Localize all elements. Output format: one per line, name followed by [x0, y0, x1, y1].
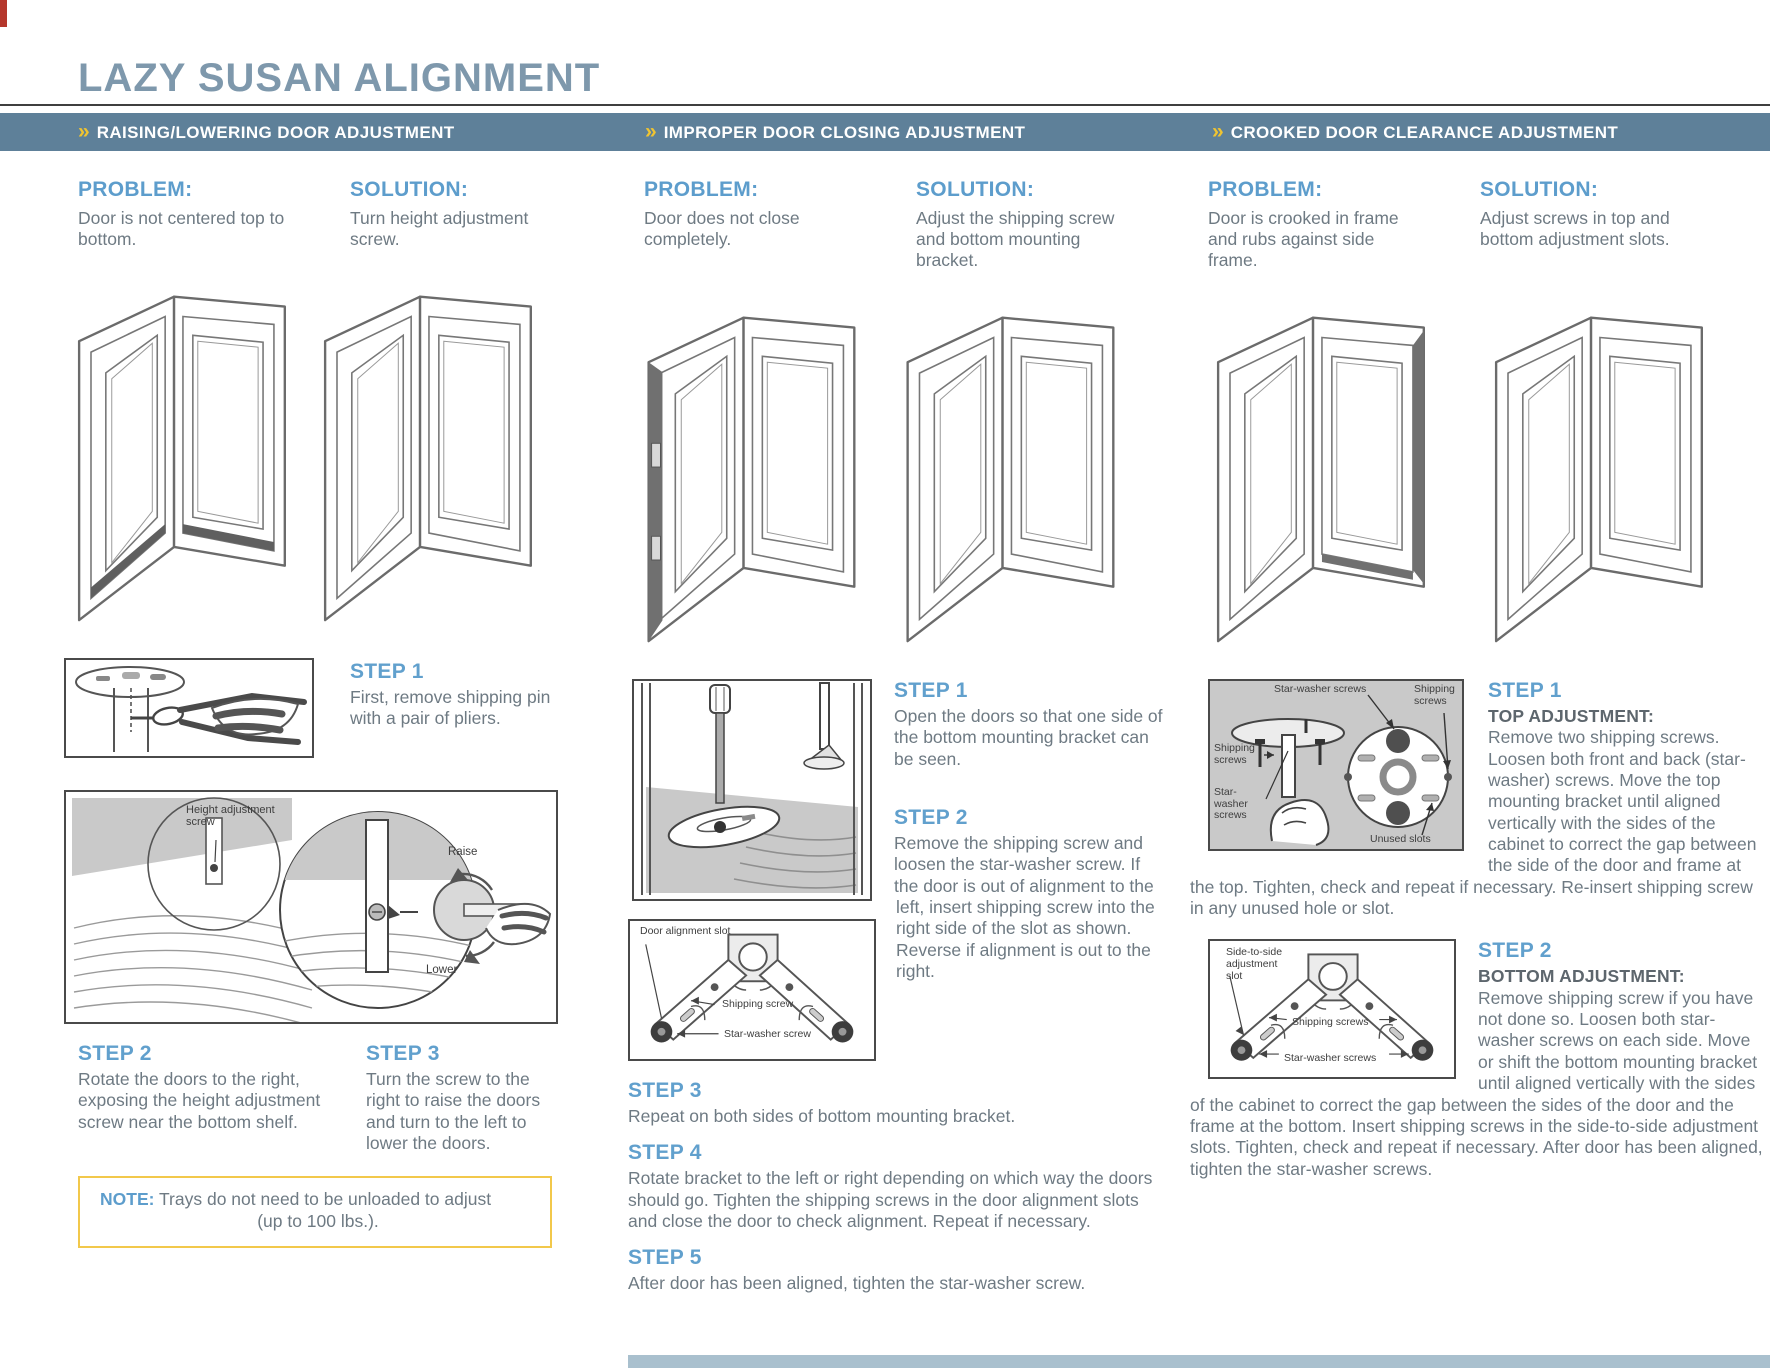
- section-header-raising: » RAISING/LOWERING DOOR ADJUSTMENT: [78, 120, 455, 143]
- title-rule: [0, 104, 1770, 106]
- step5-block: [628, 1246, 1166, 1294]
- figure-label-height-adjustment-screw: Height adjustment screw: [186, 804, 275, 829]
- solution-block: [916, 178, 1166, 271]
- step-heading: STEP 2: [78, 1042, 152, 1065]
- step1-block: [350, 658, 555, 758]
- door-illustrations: [1190, 293, 1764, 649]
- height-adjustment-figure: [64, 790, 558, 1024]
- solution-block: [350, 178, 560, 250]
- step-text: Remove the shipping screw and loosen the star-washer screw. If the door is out of alignment to the left, insert shipping screw into the right side of the slot as shown. Reverse if alignment is out to the right.: [894, 833, 1155, 982]
- door-illustrations: [60, 272, 560, 628]
- solution-heading: SOLUTION:: [350, 178, 469, 201]
- double-chevron-icon: »: [78, 120, 88, 143]
- screwdriver-art: [634, 681, 870, 899]
- page-corner-mark: [0, 0, 7, 27]
- problem-heading: PROBLEM:: [78, 178, 193, 201]
- figure-label-shipping-screws-right: Shipping screws: [1414, 683, 1455, 707]
- note-line2: (up to 100 lbs.).: [257, 1211, 379, 1232]
- column-raising-lowering: [60, 166, 560, 1248]
- problem-text: Door does not close completely.: [644, 208, 800, 249]
- problem-solution-row: [1190, 178, 1764, 271]
- figure-label-shipping-screws-left: Shipping screws: [1214, 742, 1255, 766]
- door-figure-problem-crooked: [1194, 293, 1442, 649]
- note-box: [78, 1176, 552, 1248]
- figure-label-star-washer-screws: Star-washer screws: [1284, 1052, 1377, 1065]
- solution-block: [1480, 178, 1764, 271]
- steps-raising: [60, 658, 560, 1248]
- columns: [60, 166, 1764, 1295]
- door-illustrations: [626, 293, 1166, 649]
- column-improper-closing: [626, 166, 1166, 1295]
- pliers-art: [66, 660, 312, 756]
- problem-solution-row: [626, 178, 1166, 271]
- step-text: Rotate the doors to the right, exposing the height adjustment screw near the bottom shelf.: [78, 1069, 321, 1132]
- step-bold-lead: TOP ADJUSTMENT:: [1488, 706, 1655, 726]
- solution-heading: SOLUTION:: [916, 178, 1035, 201]
- step-text: BOTTOM ADJUSTMENT: Remove shipping screw if you have not done so. Loosen both star-washer screws on each side. Move or shift the bottom mounting bracket until aligned vertically with the sides of the cabinet to correct the gap between the sides of the door and the frame at the bottom. Insert shipping screws in the side-to-side adjustment slots. Tighten, check and repeat if necessary. After door has been aligned, tighten the star-washer screws.: [1190, 966, 1763, 1179]
- step-heading: STEP 4: [628, 1141, 702, 1165]
- step-text: Turn the screw to the right to raise the doors and turn to the left to lower the doors.: [366, 1069, 541, 1154]
- figure-label-star-washer-screws-top: Star-washer screws: [1274, 683, 1367, 695]
- figure-label-shipping-screw: Shipping screw: [722, 998, 794, 1010]
- figure-label-lower: Lower: [426, 964, 458, 976]
- figure-label-star-washer-screw: Star-washer screw: [724, 1028, 811, 1040]
- step4-block: [628, 1141, 1166, 1232]
- step-heading: STEP 1: [1488, 679, 1562, 702]
- step-text: Repeat on both sides of bottom mounting bracket.: [628, 1106, 1016, 1126]
- door-figure-solution-aligned: [1472, 293, 1720, 649]
- problem-heading: PROBLEM:: [644, 178, 759, 201]
- solution-text: Turn height adjustment screw.: [350, 208, 529, 249]
- steps-2-3-row: [60, 1042, 560, 1154]
- step1-row: [60, 658, 560, 758]
- step-text: After door has been aligned, tighten the star-washer screw.: [628, 1273, 1086, 1294]
- figure-label-raise: Raise: [448, 846, 478, 858]
- problem-text: Door is crooked in frame and rubs against side frame.: [1208, 208, 1399, 270]
- solution-text: Adjust the shipping screw and bottom mounting bracket.: [916, 208, 1115, 270]
- top-bracket-figure: [1208, 679, 1464, 851]
- double-chevron-icon: »: [1212, 120, 1222, 143]
- column-crooked-clearance: [1190, 166, 1764, 1180]
- step-text: First, remove shipping pin with a pair of pliers.: [350, 687, 551, 729]
- door-figure-problem-gap: [60, 272, 298, 628]
- step3-block: [628, 1079, 1166, 1127]
- step-heading: STEP 3: [366, 1042, 440, 1065]
- bottom-bracket-figure: [1208, 939, 1456, 1079]
- step-heading: STEP 5: [628, 1246, 702, 1270]
- solution-text: Adjust screws in top and bottom adjustment slots.: [1480, 208, 1670, 249]
- page-title: LAZY SUSAN ALIGNMENT: [78, 56, 601, 100]
- next-section-bar-fragment: [628, 1355, 1770, 1368]
- note-line1: NOTE: Trays do not need to be unloaded to adjust: [100, 1189, 492, 1210]
- figure-label-star-washer-screws-left: Star-washer screws: [1214, 786, 1248, 822]
- double-chevron-icon: »: [645, 120, 655, 143]
- pliers-figure: [64, 658, 314, 758]
- steps-improper: [626, 679, 1166, 1295]
- step2-block: [78, 1042, 330, 1154]
- door-figure-solution-aligned: [306, 272, 544, 628]
- step3-block: [366, 1042, 560, 1154]
- section-header-bar: [0, 113, 1770, 151]
- door-figure-problem-ajar: [626, 293, 871, 649]
- step-text: Open the doors so that one side of the bottom mounting bracket can be seen.: [894, 706, 1163, 769]
- step-heading: STEP 3: [628, 1079, 702, 1102]
- figure-label-side-to-side-slot: Side-to-side adjustment slot: [1226, 946, 1283, 982]
- problem-text: Door is not centered top to bottom.: [78, 208, 285, 249]
- step-text: Rotate bracket to the left or right depending on which way the doors should go. Tighten the shipping screws in the door alignment slots and close the door to check alignment. Repeat if necessary.: [628, 1168, 1153, 1232]
- step-text: TOP ADJUSTMENT: Remove two shipping screws. Loosen both front and back (star-washer) screws. Move the top mounting bracket until aligned vertically with the sides of the cabinet to correct the gap between the side of the door and frame at the top. Tighten, check and repeat if necessary. Re-insert shipping screw in any unused hole or slot.: [1190, 706, 1764, 919]
- solution-heading: SOLUTION:: [1480, 178, 1599, 201]
- step-bold-lead: BOTTOM ADJUSTMENT:: [1478, 966, 1685, 987]
- height-adjustment-art: [66, 792, 556, 1022]
- step-heading: STEP 1: [894, 679, 968, 702]
- problem-block: [1208, 178, 1480, 271]
- door-figure-solution-closed: [885, 293, 1130, 649]
- figure-label-shipping-screws: Shipping screws: [1292, 1016, 1369, 1029]
- problem-block: [644, 178, 916, 271]
- figure-label-door-alignment-slot: Door alignment slot: [640, 925, 731, 937]
- problem-block: [78, 178, 350, 250]
- step-heading: STEP 1: [350, 660, 424, 683]
- step-heading: STEP 2: [894, 806, 968, 830]
- section-header-improper: » IMPROPER DOOR CLOSING ADJUSTMENT: [645, 120, 1026, 143]
- figure-label-unused-slots: Unused slots: [1370, 833, 1431, 845]
- bracket-figure: [628, 919, 876, 1061]
- problem-heading: PROBLEM:: [1208, 178, 1323, 201]
- steps-crooked: [1190, 679, 1764, 1180]
- section-header-crooked: » CROOKED DOOR CLEARANCE ADJUSTMENT: [1212, 120, 1619, 143]
- screwdriver-figure: [632, 679, 872, 901]
- step-heading: STEP 2: [1478, 939, 1552, 963]
- note-label: NOTE:: [100, 1189, 155, 1210]
- problem-solution-row: [60, 178, 560, 250]
